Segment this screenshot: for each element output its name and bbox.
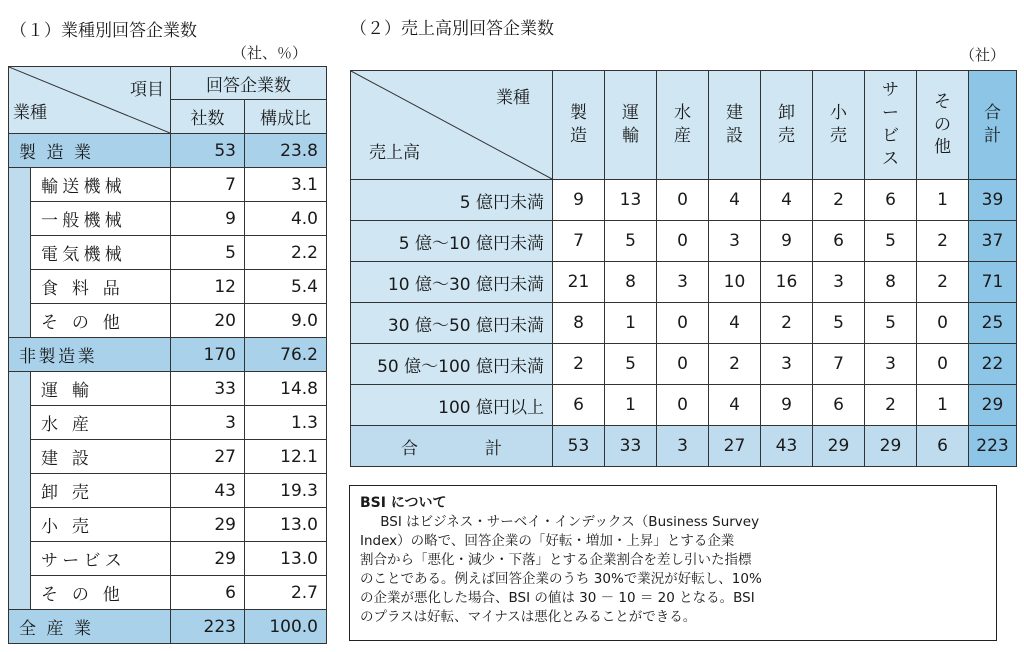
table-row: [9, 236, 327, 270]
table-cell: 4: [709, 385, 761, 426]
table-cell: 7: [553, 221, 605, 262]
table-row-total: [9, 610, 327, 644]
table-cell: 0: [917, 344, 969, 385]
row-count: 12: [171, 270, 245, 304]
col-header-label: そ の 他: [934, 91, 951, 158]
col-header-label: 製 造: [570, 103, 587, 146]
col-header-label: 運 輸: [622, 103, 639, 146]
total-cell: 6: [917, 426, 969, 467]
table-cell: 0: [657, 221, 709, 262]
row-count: 170: [171, 338, 245, 372]
bsi-note-line: のことである。例えば回答企業のうち 30%で業況が好転し、10%: [360, 571, 762, 587]
table1-col-count: 社数: [171, 100, 245, 134]
table-cell: 8: [865, 262, 917, 303]
total-cell: 43: [761, 426, 813, 467]
col-header-label: サ ー ビ ス: [882, 80, 899, 169]
col-header: [813, 71, 865, 180]
row-label: 5 億～10 億円未満: [351, 221, 553, 262]
table-cell: 2: [761, 303, 813, 344]
table-row: [9, 542, 327, 576]
table-cell: 5: [605, 221, 657, 262]
row-total-cell: 22: [969, 344, 1017, 385]
table2-title: （２）売上高別回答企業数: [350, 19, 554, 39]
table-cell: 1: [917, 385, 969, 426]
col-header-label: 建 設: [726, 103, 743, 146]
row-count: 9: [171, 202, 245, 236]
row-name: そ の 他: [31, 576, 171, 610]
table1-corner-top: 項目: [130, 80, 164, 100]
row-total-cell: 29: [969, 385, 1017, 426]
total-cell: 53: [553, 426, 605, 467]
table-cell: 3: [761, 344, 813, 385]
row-label: 30 億～50 億円未満: [351, 303, 553, 344]
col-header-label: 卸 売: [778, 103, 795, 146]
table-cell: 9: [553, 180, 605, 221]
table-cell: 0: [917, 303, 969, 344]
total-cell: 29: [865, 426, 917, 467]
table1-corner-header: [9, 67, 171, 134]
col-header: [709, 71, 761, 180]
row-count: 27: [171, 440, 245, 474]
row-indent: [9, 372, 31, 610]
row-name: 運 輸: [31, 372, 171, 406]
table-cell: 3: [813, 262, 865, 303]
row-label: 10 億～30 億円未満: [351, 262, 553, 303]
row-name: 卸 売: [31, 474, 171, 508]
row-ratio: 2.7: [245, 576, 327, 610]
table-cell: 9: [761, 385, 813, 426]
row-ratio: 13.0: [245, 508, 327, 542]
table-row: [351, 221, 1017, 262]
table-cell: 0: [657, 344, 709, 385]
row-name: 水 産: [31, 406, 171, 440]
col-header: [553, 71, 605, 180]
table2-corner-bottom: 売上高: [369, 143, 420, 164]
table1-corner-bottom: 業種: [13, 103, 47, 123]
total-cell: 27: [709, 426, 761, 467]
col-header-total: [969, 71, 1017, 180]
total-cell: 3: [657, 426, 709, 467]
table-cell: 2: [553, 344, 605, 385]
table-cell: 1: [917, 180, 969, 221]
table-cell: 4: [709, 180, 761, 221]
table-row: [351, 303, 1017, 344]
table-cell: 2: [709, 344, 761, 385]
row-ratio: 3.1: [245, 168, 327, 202]
table-cell: 6: [553, 385, 605, 426]
bsi-note-box: [349, 485, 997, 641]
table-row: [9, 304, 327, 338]
table-cell: 13: [605, 180, 657, 221]
row-label: 50 億～100 億円未満: [351, 344, 553, 385]
col-header-label: 水 産: [674, 103, 691, 146]
total-cell: 29: [813, 426, 865, 467]
bsi-note-title: BSI について: [360, 495, 447, 511]
table-cell: 16: [761, 262, 813, 303]
col-header: [657, 71, 709, 180]
row-ratio: 4.0: [245, 202, 327, 236]
table2-corner-top: 業種: [496, 88, 530, 108]
table-cell: 8: [553, 303, 605, 344]
row-count: 33: [171, 372, 245, 406]
industry-respondents-table: [8, 66, 327, 644]
table-cell: 3: [865, 344, 917, 385]
row-name: 全 産 業: [9, 610, 171, 644]
row-name: 輸送機械: [31, 168, 171, 202]
row-ratio: 5.4: [245, 270, 327, 304]
table-cell: 2: [813, 180, 865, 221]
table-row: [9, 508, 327, 542]
table-cell: 4: [761, 180, 813, 221]
table-row: [351, 180, 1017, 221]
row-indent: [9, 168, 31, 338]
total-cell: 33: [605, 426, 657, 467]
row-count: 5: [171, 236, 245, 270]
table-cell: 2: [865, 385, 917, 426]
col-header: [605, 71, 657, 180]
table-cell: 10: [709, 262, 761, 303]
table-row: [9, 270, 327, 304]
table-cell: 2: [917, 221, 969, 262]
row-total-cell: 37: [969, 221, 1017, 262]
total-label-right: 計: [485, 438, 502, 459]
table-cell: 6: [813, 385, 865, 426]
row-ratio: 19.3: [245, 474, 327, 508]
table-cell: 0: [657, 303, 709, 344]
table-cell: 3: [709, 221, 761, 262]
row-name: 電気機械: [31, 236, 171, 270]
bsi-note-line: の企業が悪化した場合、BSI の値は 30 － 10 ＝ 20 となる。BSI: [360, 590, 755, 606]
row-ratio: 12.1: [245, 440, 327, 474]
table-row: [9, 338, 327, 372]
table-cell: 2: [917, 262, 969, 303]
row-label: 100 億円以上: [351, 385, 553, 426]
row-count: 29: [171, 508, 245, 542]
row-total-cell: 25: [969, 303, 1017, 344]
table-cell: 3: [657, 262, 709, 303]
row-ratio: 2.2: [245, 236, 327, 270]
row-count: 43: [171, 474, 245, 508]
table-row: [9, 134, 327, 168]
row-count: 6: [171, 576, 245, 610]
table-cell: 8: [605, 262, 657, 303]
col-header: [917, 71, 969, 180]
col-header: [761, 71, 813, 180]
col-header-label: 合 計: [984, 103, 1001, 146]
row-ratio: 14.8: [245, 372, 327, 406]
table-row: [9, 440, 327, 474]
row-count: 29: [171, 542, 245, 576]
row-name: 製 造 業: [9, 134, 171, 168]
table-row: [9, 168, 327, 202]
row-ratio: 13.0: [245, 542, 327, 576]
row-name: 建 設: [31, 440, 171, 474]
table-cell: 4: [709, 303, 761, 344]
row-count: 53: [171, 134, 245, 168]
row-name: 一般機械: [31, 202, 171, 236]
table-cell: 5: [865, 221, 917, 262]
table-cell: 6: [813, 221, 865, 262]
row-count: 223: [171, 610, 245, 644]
table-row-total: [351, 426, 1017, 467]
table-cell: 7: [813, 344, 865, 385]
table-cell: 0: [657, 180, 709, 221]
col-header-label: 小 売: [830, 103, 847, 146]
table-row: [9, 372, 327, 406]
row-label: 5 億円未満: [351, 180, 553, 221]
row-name: 食 料 品: [31, 270, 171, 304]
table2-corner-header: [351, 71, 553, 180]
bsi-note-line: のプラスは好転、マイナスは悪化とみることができる。: [360, 609, 697, 625]
row-count: 7: [171, 168, 245, 202]
table-cell: 0: [657, 385, 709, 426]
row-name: 非製造業: [9, 338, 171, 372]
row-ratio: 23.8: [245, 134, 327, 168]
table-row: [9, 202, 327, 236]
table-row: [351, 262, 1017, 303]
table-row: [351, 344, 1017, 385]
row-total-cell: 39: [969, 180, 1017, 221]
bsi-note-line: BSI はビジネス・サーベイ・インデックス（Business Survey: [380, 514, 760, 530]
bsi-note-line: Index）の略で、回答企業の「好転・増加・上昇」とする企業: [360, 533, 735, 549]
row-name: サービス: [31, 542, 171, 576]
row-ratio: 76.2: [245, 338, 327, 372]
table-cell: 9: [761, 221, 813, 262]
table-row: [9, 576, 327, 610]
row-count: 20: [171, 304, 245, 338]
table1-unit: （社、％）: [232, 44, 308, 62]
table-cell: 21: [553, 262, 605, 303]
bsi-note-line: 割合から「悪化・減少・下落」とする企業割合を差し引いた指標: [360, 552, 752, 568]
row-ratio: 100.0: [245, 610, 327, 644]
table1-group-header: 回答企業数: [171, 67, 327, 100]
table1-title: （１）業種別回答企業数: [10, 21, 197, 41]
row-total-cell: 71: [969, 262, 1017, 303]
row-ratio: 9.0: [245, 304, 327, 338]
total-label: [351, 426, 553, 467]
sales-respondents-table: [350, 70, 1017, 467]
table-row: [351, 385, 1017, 426]
table-cell: 1: [605, 303, 657, 344]
total-label-left: 合: [401, 438, 418, 459]
table-cell: 5: [865, 303, 917, 344]
col-header: [865, 71, 917, 180]
table1-col-ratio: 構成比: [245, 100, 327, 134]
row-name: 小 売: [31, 508, 171, 542]
table-row: [9, 474, 327, 508]
row-ratio: 1.3: [245, 406, 327, 440]
row-count: 3: [171, 406, 245, 440]
table2-unit: （社）: [960, 46, 1006, 64]
table-cell: 6: [865, 180, 917, 221]
table-cell: 5: [605, 344, 657, 385]
table-cell: 1: [605, 385, 657, 426]
total-cell: 223: [969, 426, 1017, 467]
row-name: そ の 他: [31, 304, 171, 338]
table-row: [9, 406, 327, 440]
table-cell: 5: [813, 303, 865, 344]
